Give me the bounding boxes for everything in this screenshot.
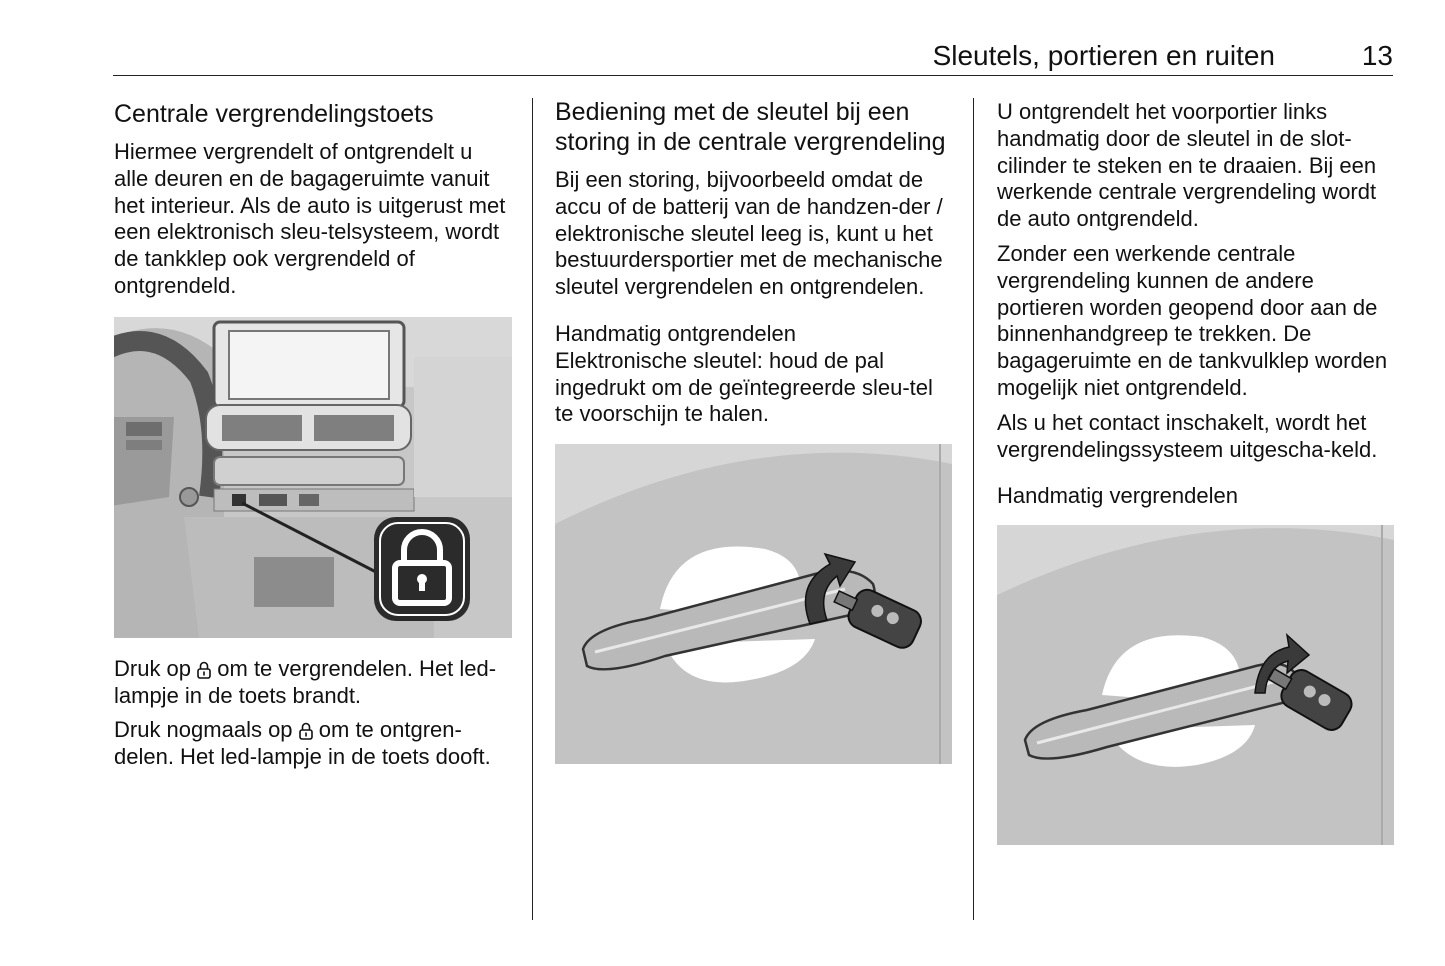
paragraph-lock bbox=[114, 656, 512, 710]
column-3 bbox=[997, 97, 1395, 845]
paragraph-text: om te ontgren-delen. Het led-lampje in de toets dooft. bbox=[114, 717, 491, 770]
section-heading: Centrale vergrendelingstoets bbox=[114, 100, 434, 128]
paragraph: Hiermee vergrendelt of ontgrendelt u alle deuren en de bagageruimte vanuit het interieur. Als de auto is uitgerust met een elektronisch sleu-telsysteem, wordt de tankklep ook vergrendeld of ontgrendeld. bbox=[114, 139, 506, 298]
paragraph-unlock bbox=[114, 717, 512, 771]
subheading: Handmatig ontgrendelen bbox=[555, 320, 796, 346]
paragraph-text: om te vergrendelen. Het led-lampje in de toets brandt. bbox=[114, 655, 497, 708]
paragraph: Bij een storing, bijvoorbeeld omdat de accu of de batterij van de handzen-der / elektronische sleutel leeg is, kunt u het bestuurdersportier met de mechanische sleutel vergrendelen en ontgrendelen. bbox=[555, 167, 943, 300]
column-1 bbox=[114, 97, 512, 779]
paragraph: U ontgrendelt het voorportier links handmatig door de sleutel in de slot-cilinder te steken en te draaien. Bij een werkende centrale vergrendeling wordt de auto ontgrendeld. bbox=[997, 99, 1377, 232]
lock-icon bbox=[299, 721, 313, 740]
section-heading: Bediening met de sleutel bij een storing in de centrale vergrendeling bbox=[555, 98, 946, 156]
page-number: 13 bbox=[1361, 40, 1393, 71]
dashboard-figure bbox=[114, 317, 512, 638]
subheading: Handmatig vergrendelen bbox=[997, 483, 1238, 509]
column-divider bbox=[532, 98, 533, 920]
header-title: Sleutels, portieren en ruiten bbox=[932, 40, 1275, 71]
column-2 bbox=[555, 97, 953, 764]
column-divider bbox=[973, 98, 974, 920]
paragraph: Elektronische sleutel: houd de pal ingedrukt om de geïntegreerde sleu-tel te voorschijn te halen. bbox=[555, 347, 933, 427]
paragraph-text: Druk op bbox=[114, 655, 198, 681]
header-rule bbox=[113, 75, 1393, 76]
door-handle-unlock-figure bbox=[555, 444, 952, 764]
paragraph: Zonder een werkende centrale vergrendeling kunnen de andere portieren worden geopend door aan de binnenhandgreep te trekken. De bagageruimte en de tankvulklep worden mogelijk niet ontgrendeld. bbox=[997, 240, 1388, 400]
lock-icon bbox=[197, 660, 211, 679]
door-handle-lock-figure bbox=[997, 525, 1394, 845]
paragraph: Als u het contact inschakelt, wordt het vergrendelingssysteem uitgescha-keld. bbox=[997, 409, 1378, 462]
paragraph-text: Druk nogmaals op bbox=[114, 717, 299, 743]
